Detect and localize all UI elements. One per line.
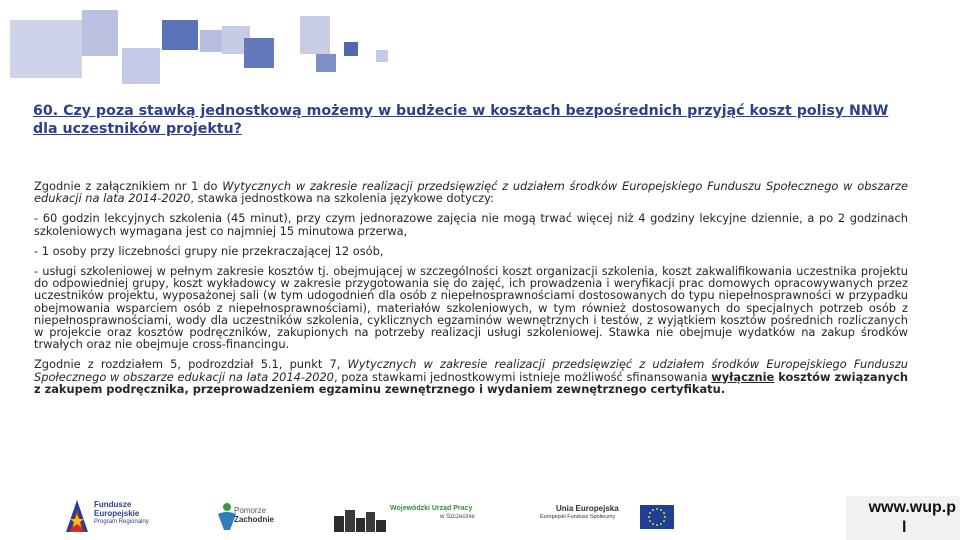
eu-flag-icon	[640, 505, 674, 529]
decor-square	[162, 20, 198, 50]
decor-square	[300, 16, 330, 54]
fe-text: Europejskie	[94, 509, 140, 518]
decor-square	[316, 54, 336, 72]
wup-text: Wojewódzki Urząd Pracy	[390, 505, 473, 512]
wup-text: w Szczecinie	[440, 514, 475, 520]
website-url: www.wup.p	[868, 499, 956, 516]
decor-square	[344, 42, 358, 56]
pomorze-zachodnie-logo	[216, 494, 286, 534]
paragraph: - 1 osoby przy liczebności grupy nie przekraczającej 12 osób,	[34, 243, 384, 258]
ue-text: Europejski Fundusz Społeczny	[540, 514, 616, 520]
decor-square	[122, 48, 160, 84]
paragraph: Zgodnie z załącznikiem nr 1 do Wytycznych w zakresie realizacji przedsięwzięć z udziałem środków Europejskiego Funduszu Społecznego w obszarze edukacji na lata 2014-2020, stawka jednostkowa na szkolenia językowe dotyczy:	[34, 179, 908, 206]
pz-text: Pomorze	[234, 506, 267, 515]
paragraph: - 60 godzin lekcyjnych szkolenia (45 minut), przy czym jednorazowe zajęcia nie mogą trwać więcej niż 4 godziny lekcyjne dziennie, a po 2 godzinach szkoleniowych wymagana jest co najmniej 15 minutowa przerwa,	[34, 211, 908, 238]
body-text	[34, 180, 908, 403]
decor-square	[200, 30, 222, 52]
unia-europejska-logo	[540, 494, 680, 534]
wup-szczecin-logo	[334, 494, 484, 534]
fe-text: Program Regionalny	[94, 519, 149, 525]
wup-buildings-icon	[334, 506, 386, 532]
decor-square	[10, 20, 82, 78]
decor-square	[376, 50, 388, 62]
paragraph: - usługi szkoleniowej w pełnym zakresie kosztów tj. obejmującej w szczególności koszt organizacji szkolenia, koszt zakwalifikowania uczestnika projektu do odpowiedniej grupy, koszt wykładowcy w zakresie przygotowania się do zajęć, ich prowadzenia i weryfikacji prac domowych opracowywanych przez uczestników projektu, wyposażonej sali (w tym udogodnień dla osób z niepełnosprawnościami dostosowanych do typu niepełnosprawności w przypadku obejmowania wsparciem osób z niepełnosprawnościami), materiałów szkoleniowych, w tym również dostosowanych do specjalnych potrzeb osób z niepełnosprawnościami, wody dla uczestników szkolenia, cyklicznych egzaminów wewnętrznych i testów, z wyjątkiem kosztów pośrednich rozliczanych w projekcie oraz kosztów podręczników, zakupionych na potrzeby realizacji usługi szkoleniowej. Stawka nie obejmuje wydatków na zakup środków trwałych oraz nie obejmuje cross-financingu.	[34, 264, 908, 352]
footer-logos	[0, 490, 960, 540]
website-url: l	[902, 519, 907, 536]
fundusze-europejskie-logo	[64, 494, 164, 534]
fe-text: Fundusze	[94, 500, 132, 509]
decor-square	[82, 10, 118, 56]
pz-text: Zachodnie	[234, 515, 275, 524]
fe-star-icon	[64, 498, 90, 534]
website-badge	[846, 496, 960, 540]
page-title: 60. Czy poza stawką jednostkową możemy w budżecie w kosztach bezpośrednich przyjąć koszt polisy NNW dla uczestników projektu?	[33, 103, 889, 137]
paragraph: Zgodnie z rozdziałem 5, podrozdział 5.1, punkt 7, Wytycznych w zakresie realizacji przedsięwzięć z udziałem środków Europejskiego Funduszu Społecznego w obszarze edukacji na lata 2014-2020, poza stawkami jednostkowymi istnieje możliwość sfinansowania wyłącznie kosztów związanych z zakupem podręcznika, przeprowadzeniem egzaminu zewnętrznego i wydaniem zewnętrznego certyfikatu.	[34, 357, 909, 396]
decor-square	[244, 38, 274, 68]
ue-text: Unia Europejska	[556, 504, 619, 513]
